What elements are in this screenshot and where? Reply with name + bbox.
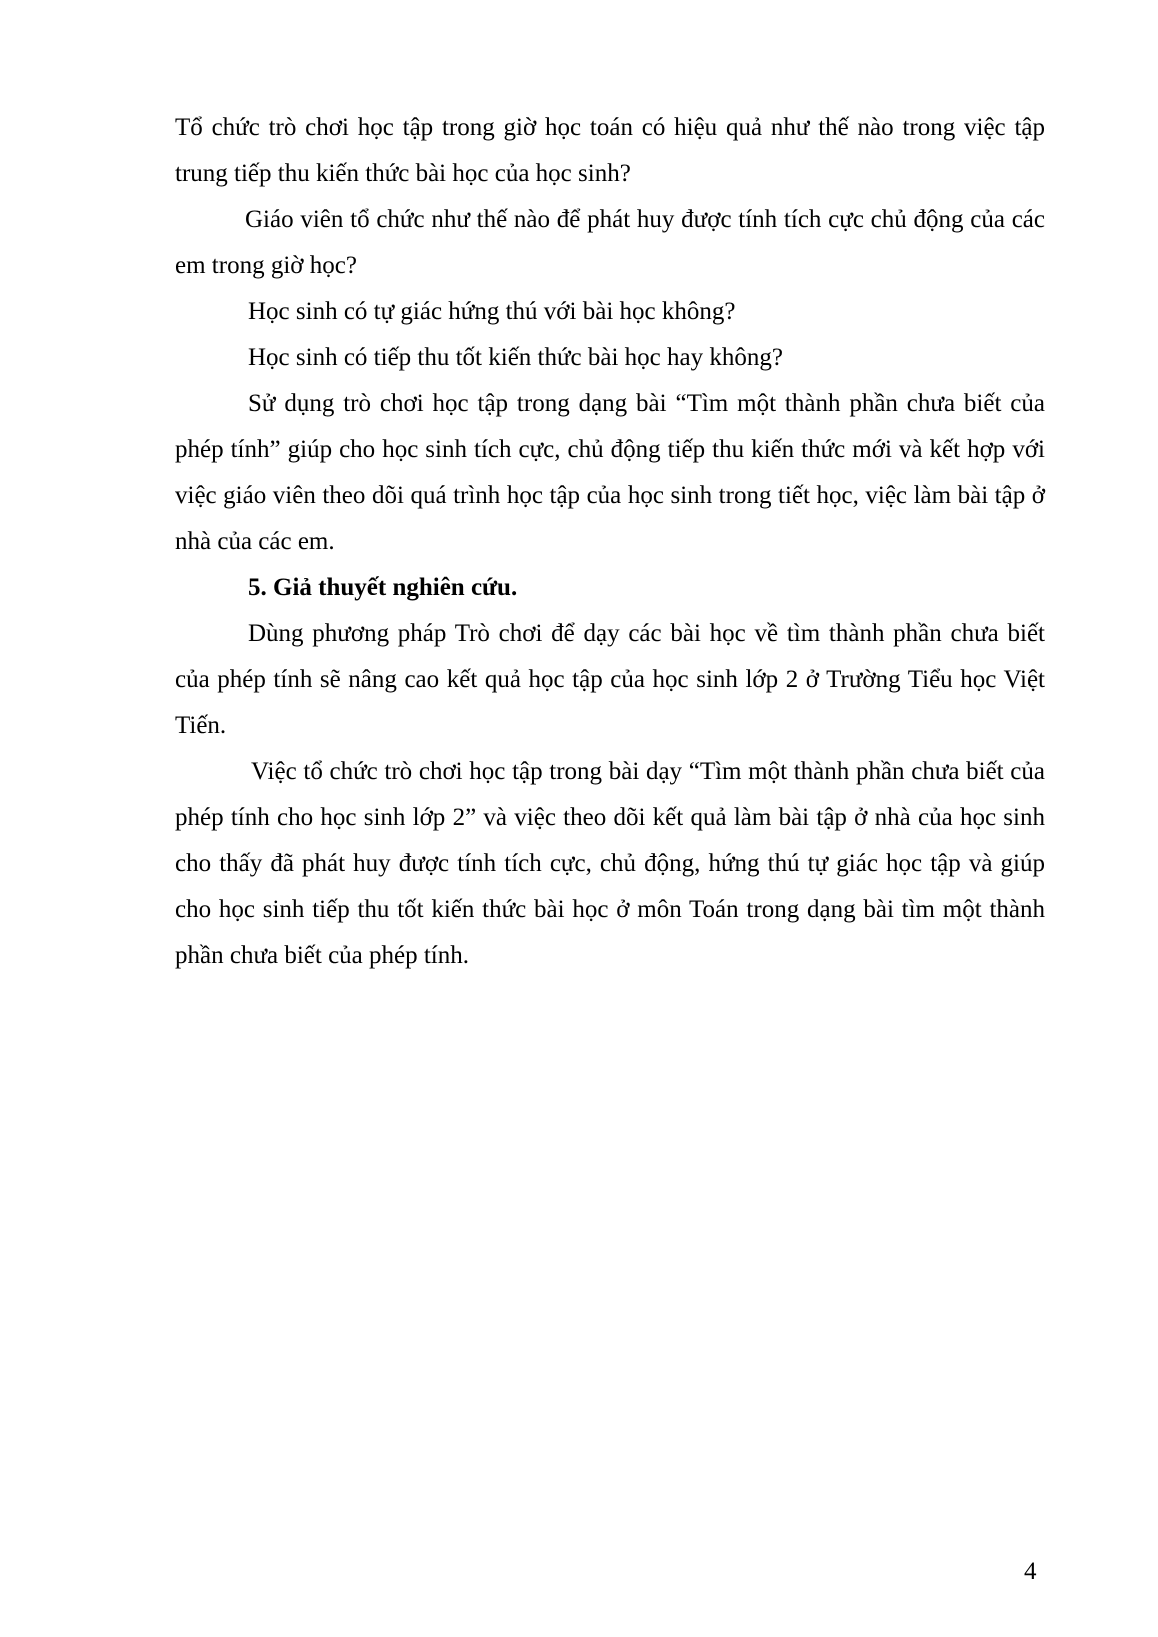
paragraph-question-effectiveness: Tổ chức trò chơi học tập trong giờ học toán có hiệu quả như thế nào trong việc tập trung tiếp thu kiến thức bài học của học sinh? [175,114,1045,187]
paragraph-question-acquisition: Học sinh có tiếp thu tốt kiến thức bài học hay không? [248,344,783,371]
section-heading: 5. Giả thuyết nghiên cứu. [248,574,518,601]
body-text [175,105,1045,979]
paragraph-question-interest: Học sinh có tự giác hứng thú với bài học không? [248,298,736,325]
paragraph-hypothesis: Dùng phương pháp Trò chơi để dạy các bài học về tìm thành phần chưa biết của phép tính sẽ nâng cao kết quả học tập của học sinh lớp 2 ở Trường Tiểu học Việt Tiến. [175,620,1045,739]
paragraph-question-teacher: Giáo viên tổ chức như thế nào để phát huy được tính tích cực chủ động của các em trong giờ học? [175,206,1045,279]
page-number: 4 [1024,1558,1037,1585]
paragraph-game-usage: Sử dụng trò chơi học tập trong dạng bài “Tìm một thành phần chưa biết của phép tính” giúp cho học sinh tích cực, chủ động tiếp thu kiến thức mới và kết hợp với việc giáo viên theo dõi quá trình học tập của học sinh trong tiết học, việc làm bài tập ở nhà của các em. [175,390,1045,555]
paragraph-hypothesis-outcome: Việc tổ chức trò chơi học tập trong bài dạy “Tìm một thành phần chưa biết của phép tính cho học sinh lớp 2” và việc theo dõi kết quả làm bài tập ở nhà của học sinh cho thấy đã phát huy được tính tích cực, chủ động, hứng thú tự giác học tập và giúp cho học sinh tiếp thu tốt kiến thức bài học ở môn Toán trong dạng bài tìm một thành phần chưa biết của phép tính. [175,758,1045,969]
